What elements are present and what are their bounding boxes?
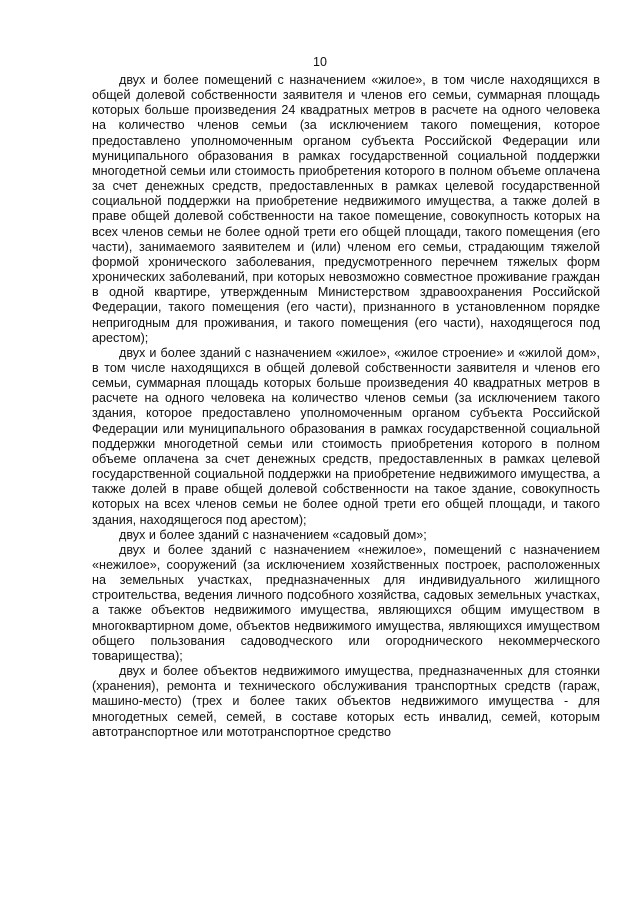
paragraph-vehicle-storage: двух и более объектов недвижимого имущества, предназначенных для стоянки (хранения), ремонта и технического обслуживания транспортных средств (гараж, машино-место) (трех и более таких объектов недвижимого имущества - для многодетных семей, семей, в составе которых есть инвалид, семей, которым автотранспортное или мототранспортное средство xyxy=(92,664,600,739)
paragraph-non-residential: двух и более зданий с назначением «нежилое», помещений с назначением «нежилое», сооружений (за исключением хозяйственных построек, расположенных на земельных участках, предназначенных для индивидуального жилищного строительства, ведения личного подсобного хозяйства, садовых земельных участках, а также объектов недвижимого имущества, являющихся общим имуществом в многоквартирном доме, объектов недвижимого имущества, являющихся имуществом общего пользования садоводческого или огороднического некоммерческого товарищества); xyxy=(92,542,600,663)
paragraph-residential-buildings: двух и более зданий с назначением «жилое», «жилое строение» и «жилой дом», в том числе находящихся в общей долевой собственности заявителя и членов его семьи, суммарная площадь которых больше произведения 40 квадратных метров в расчете на одного человека на количество членов семьи (за исключением такого здания, которое предоставлено уполномоченным органом субъекта Российской Федерации или муниципального образования в рамках государственной социальной поддержки многодетной семьи или стоимость приобретения которого в полном объеме оплачена за счет денежных средств, предоставленных в рамках целевой государственной социальной поддержки на приобретение недвижимого имущества, а также долей в праве общей долевой собственности на такое здание, совокупность которых на всех членов семьи не более одной трети его общей площади, и такого здания, находящегося под арестом); xyxy=(92,345,600,527)
page-number: 10 xyxy=(313,55,327,69)
document-body xyxy=(92,73,600,740)
paragraph-residential-premises: двух и более помещений с назначением «жилое», в том числе находящихся в общей долевой собственности заявителя и членов его семьи, суммарная площадь которых больше произведения 24 квадратных метров в расчете на одного человека на количество членов семьи (за исключением такого помещения, которое предоставлено уполномоченным органом субъекта Российской Федерации или муниципального образования в рамках государственной социальной поддержки многодетной семьи или стоимость приобретения которого в полном объеме оплачена за счет денежных средств, предоставленных в рамках целевой государственной социальной поддержки на приобретение недвижимого имущества, а также долей в праве общей долевой собственности на такое помещение, совокупность которых на всех членов семьи не более одной трети его общей площади, такого помещения (его части), занимаемого заявителем и (или) членом его семьи, страдающим тяжелой формой хронического заболевания, предусмотренного перечнем тяжелых форм хронических заболеваний, при которых невозможно совместное проживание граждан в одной квартире, утвержденным Министерством здравоохранения Российской Федерации, такого помещения (его части), признанного в установленном порядке непригодным для проживания, и такого помещения (его части), находящегося под арестом); xyxy=(92,73,600,345)
paragraph-garden-houses: двух и более зданий с назначением «садовый дом»; xyxy=(119,527,427,542)
